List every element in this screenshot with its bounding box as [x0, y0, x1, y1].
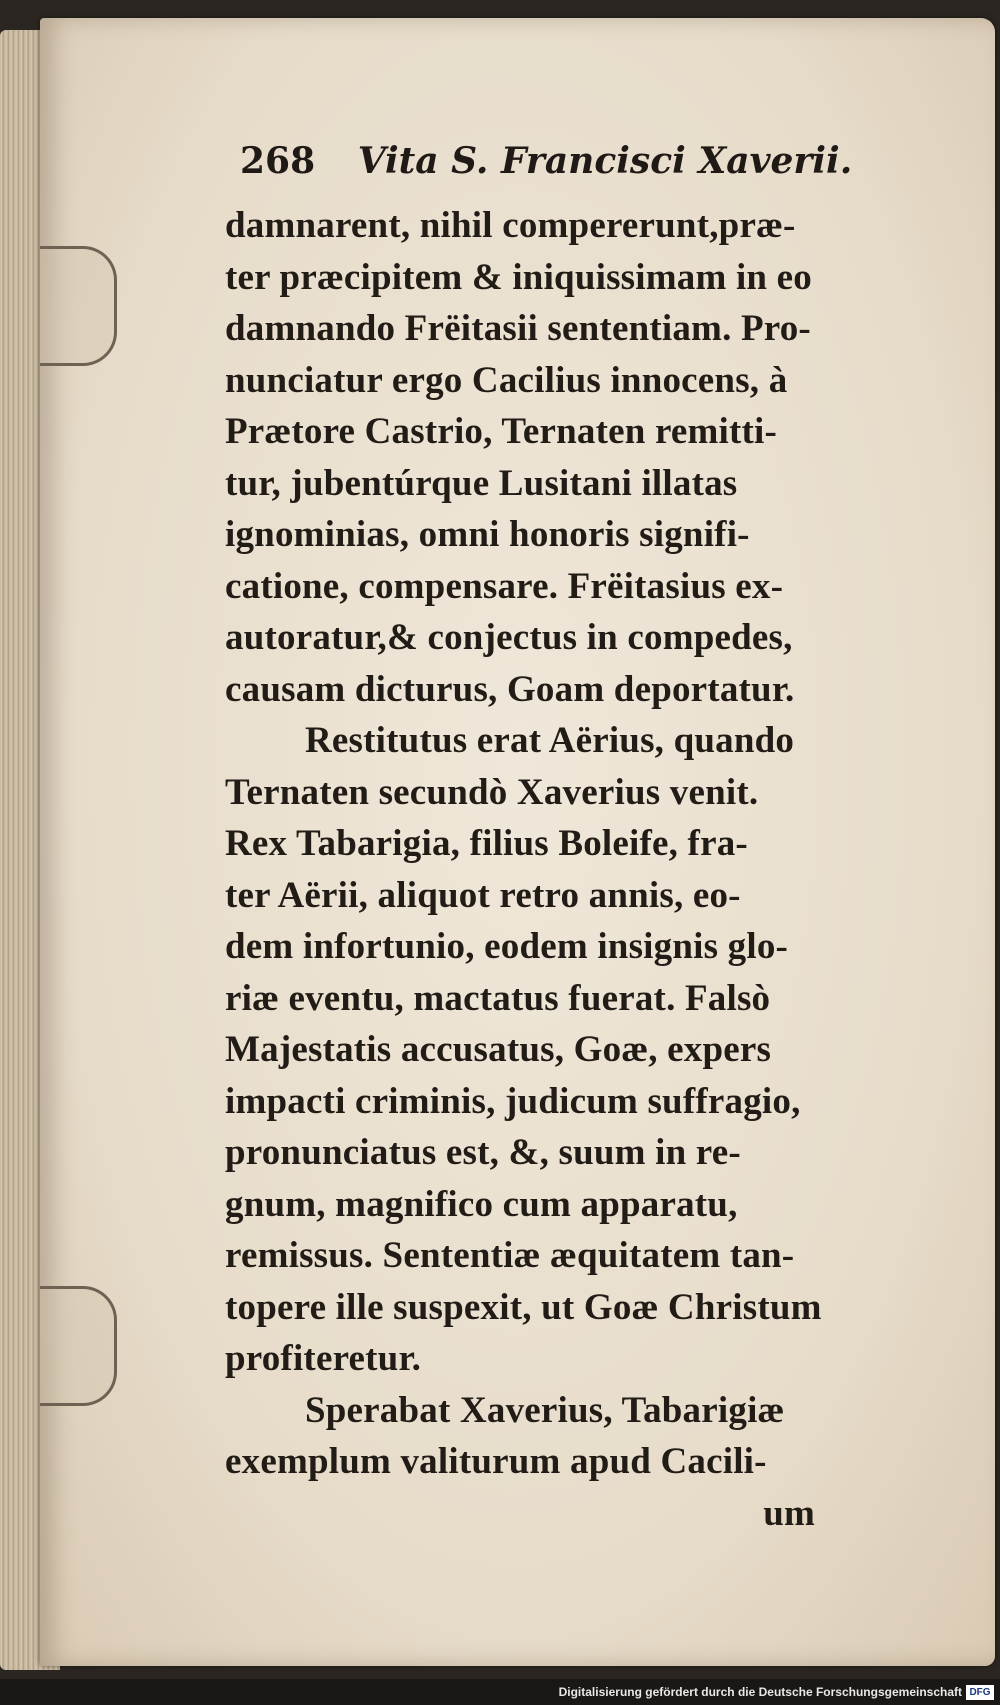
- text-line: gnum, magnifico cum apparatu,: [225, 1183, 738, 1225]
- text-line: causam dicturus, Goam deportatur.: [225, 668, 795, 710]
- text-line: Sperabat Xaverius, Tabarigiæ: [305, 1389, 785, 1431]
- text-line: catione, compensare. Frëitasius ex-: [225, 565, 784, 607]
- page-number: 268: [240, 140, 316, 182]
- page-tab-upper: [40, 246, 117, 366]
- page-header: [240, 140, 852, 182]
- text-line: Restitutus erat Aërius, quando: [305, 720, 795, 761]
- text-line: impacti criminis, judicum suffragio,: [225, 1080, 801, 1122]
- footer-bar: [0, 1679, 1000, 1705]
- dfg-logo: DFG: [966, 1685, 994, 1700]
- text-line: ignominias, omni honoris signifi-: [225, 514, 750, 555]
- text-line: damnarent, nihil compererunt,præ-: [225, 205, 796, 246]
- text-line: Rex Tabarigia, filius Boleife, fra-: [225, 823, 748, 864]
- text-line: pronunciatus est, &, suum in re-: [225, 1132, 741, 1173]
- text-line: Ternaten secundò Xaverius venit.: [225, 771, 759, 813]
- text-line: profiteretur.: [225, 1338, 422, 1379]
- text-line: tur, jubentúrque Lusitani illatas: [225, 462, 738, 504]
- catchword: um: [763, 1492, 815, 1534]
- text-line: exemplum valiturum apud Cacili-: [225, 1441, 767, 1482]
- funding-note: Digitalisierung gefördert durch die Deutsche Forschungsgemeinschaft: [558, 1685, 962, 1699]
- text-line: ter præcipitem & iniquissimam in eo: [225, 256, 812, 298]
- page-tab-lower: [40, 1286, 117, 1406]
- text-line: Majestatis accusatus, Goæ, expers: [225, 1029, 772, 1070]
- text-line: riæ eventu, mactatus fuerat. Falsò: [225, 977, 771, 1019]
- text-line: topere ille suspexit, ut Goæ Christum: [225, 1286, 822, 1328]
- text-line: nunciatur ergo Cacilius innocens, à: [225, 359, 788, 401]
- text-line: Prætore Castrio, Ternaten remitti-: [225, 411, 778, 452]
- text-line: autoratur,& conjectus in compedes,: [225, 617, 793, 658]
- text-line: remissus. Sententiæ æquitatem tan-: [225, 1235, 795, 1276]
- running-title: Vita S. Francisci Xaverii.: [357, 140, 853, 182]
- text-line: dem infortunio, eodem insignis glo-: [225, 926, 789, 967]
- text-line: ter Aërii, aliquot retro annis, eo-: [225, 874, 741, 916]
- text-line: damnando Frëitasii sententiam. Pro-: [225, 308, 811, 349]
- body-text: [225, 200, 895, 1539]
